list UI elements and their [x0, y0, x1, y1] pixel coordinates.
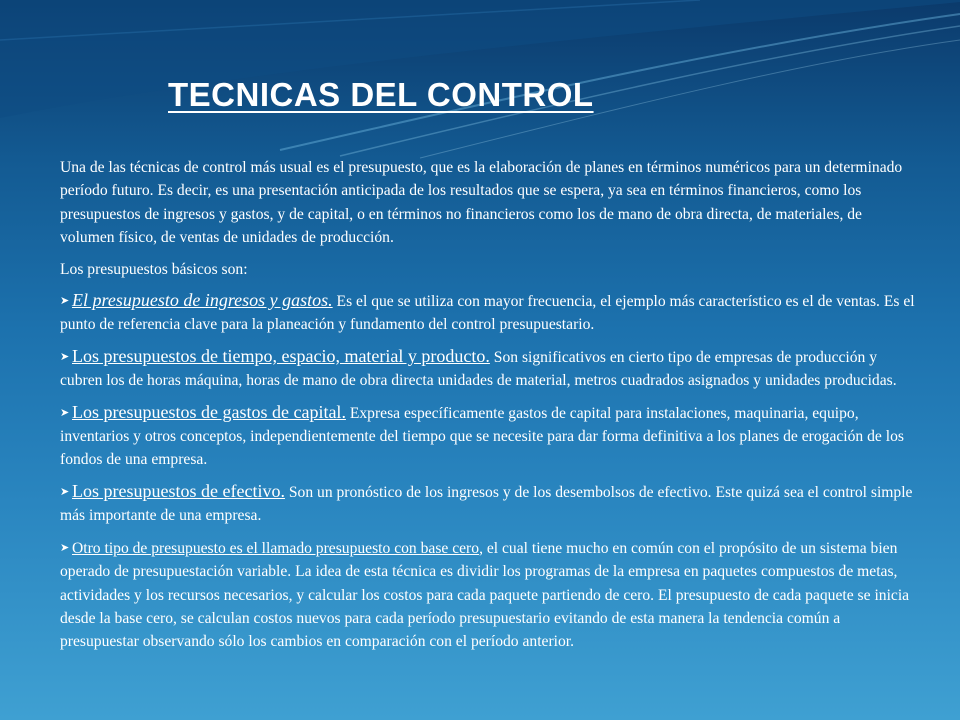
- arrow-bullet-icon: ➤: [60, 405, 70, 419]
- bullet-lead: Los presupuestos de tiempo, espacio, material y producto.: [72, 345, 490, 366]
- bullet-lead: Los presupuestos de gastos de capital.: [72, 401, 346, 422]
- arrow-bullet-icon: ➤: [60, 484, 70, 498]
- bullet-text: Es el que se utiliza con mayor frecuencia, el ejemplo más característico es el de ventas. Es el punto de referencia clave para la planeación y fundamento del control presupuestario.: [60, 293, 915, 334]
- intro-paragraph: Una de las técnicas de control más usual es el presupuesto, que es la elaboración de planes en términos numéricos para un determinado período futuro. Es decir, es una presentación anticipada de los resultados que se espera, ya sea en términos financieros, como los presupuestos de ingresos y gastos, y de capital, o en términos no financieros como los de mano de obra directa, de materiales, de volumen físico, de ventas de unidades de producción.: [60, 159, 903, 247]
- bullet-lead: Los presupuestos de efectivo.: [72, 480, 285, 501]
- bullet-item: [60, 480, 918, 528]
- bullet-item: [60, 401, 918, 472]
- bullet-text: Expresa específicamente gastos de capital para instalaciones, maquinaria, equipo, inventarios y otros conceptos, independientemente del tiempo que se necesite para dar forma definitiva a los planes de erogación de los fondos de una empresa.: [60, 404, 904, 469]
- bullet-text: Son un pronóstico de los ingresos y de los desembolsos de efectivo. Este quizá sea el control simple más importante de una empresa.: [60, 483, 913, 525]
- bullet-lead: El presupuesto de ingresos y gastos.: [72, 290, 333, 311]
- basics-label: Los presupuestos básicos son:: [60, 260, 248, 278]
- slide-body: [60, 156, 918, 662]
- bullet-item: [60, 345, 918, 393]
- arrow-bullet-icon: ➤: [60, 349, 70, 363]
- bullet-item: [60, 536, 918, 654]
- bullet-lead: Otro tipo de presupuesto es el llamado presupuesto con base cero: [72, 539, 480, 557]
- bullet-text: , el cual tiene mucho en común con el propósito de un sistema bien operado de presupuestación variable. La idea de esta técnica es dividir los programas de la empresa en paquetes compuestos de metas, actividades y los recursos necesarios, y calcular los costos para cada paquete partiendo de cero. El presupuesto de cada paquete se inicia desde la base cero, se calculan costos nuevos para cada período presupuestario evitando de esta manera la tendencia común a presupuestar observando sólo los cambios en comparación con el período anterior.: [60, 539, 910, 651]
- bullet-item: [60, 289, 918, 337]
- arrow-bullet-icon: ➤: [60, 540, 70, 554]
- arrow-bullet-icon: ➤: [60, 294, 70, 308]
- slide-title: TECNICAS DEL CONTROL: [168, 76, 594, 113]
- bullet-text: Son significativos en cierto tipo de empresas de producción y cubren los de horas máquina, horas de mano de obra directa unidades de material, metros cuadrados asignados y unidades producidas.: [60, 348, 897, 390]
